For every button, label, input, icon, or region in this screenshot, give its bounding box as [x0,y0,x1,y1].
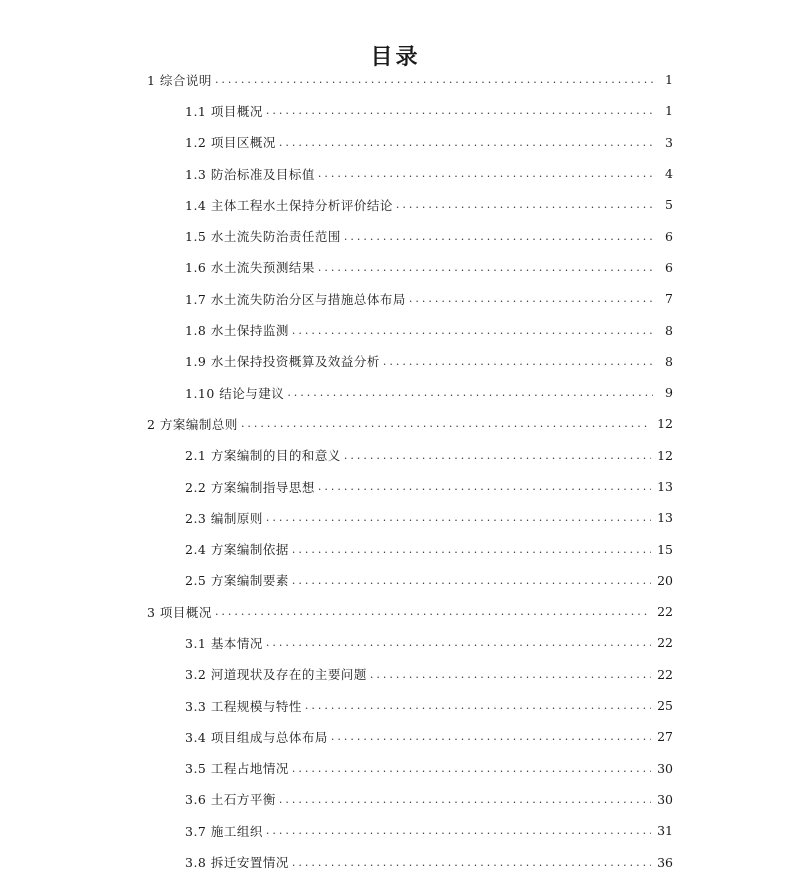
toc-section-entry[interactable] [0,189,791,220]
toc-entry-label: 2 方案编制总则 [147,416,238,432]
toc-page-number: 22 [657,604,673,620]
toc-dot-leader [344,450,651,461]
toc-dot-leader [292,544,651,555]
toc-section-entry[interactable] [0,721,791,752]
toc-section-entry[interactable] [0,346,791,377]
toc-page-number: 8 [665,353,673,369]
toc-page-number: 4 [665,166,673,182]
toc-section-entry[interactable] [0,471,791,502]
toc-section-entry[interactable] [0,440,791,471]
toc-entry-label: 1.6 水土流失预测结果 [185,260,315,276]
toc-section-entry[interactable] [0,283,791,314]
toc-dot-leader [266,637,651,648]
toc-entry-label: 3.8 拆迁安置情况 [185,855,289,871]
table-of-contents [0,64,791,878]
toc-dot-leader [344,231,653,242]
toc-page-number: 5 [665,197,673,213]
toc-entry-label: 1.3 防治标准及目标值 [185,166,315,182]
toc-dot-leader [370,669,651,680]
toc-section-entry[interactable] [0,846,791,877]
toc-page-number: 30 [657,760,673,776]
toc-section-entry[interactable] [0,95,791,126]
toc-dot-leader [383,356,653,367]
toc-page-number: 22 [657,666,673,682]
toc-dot-leader [266,825,651,836]
toc-section-entry[interactable] [0,565,791,596]
toc-entry-label: 3.7 施工组织 [185,823,263,839]
toc-section-entry[interactable] [0,784,791,815]
toc-dot-leader [331,731,651,742]
toc-page-number: 15 [657,541,673,557]
toc-section-entry[interactable] [0,252,791,283]
toc-dot-leader [292,763,651,774]
toc-page-number: 31 [657,823,673,839]
toc-entry-label: 3 项目概况 [147,604,212,620]
toc-entry-label: 3.1 基本情况 [185,635,263,651]
toc-page-number: 12 [657,416,673,432]
toc-page-number: 7 [665,291,673,307]
toc-dot-leader [241,418,651,429]
toc-section-entry[interactable] [0,690,791,721]
toc-dot-leader [292,575,651,586]
toc-dot-leader [305,700,651,711]
toc-dot-leader [409,293,653,304]
toc-page-number: 1 [665,72,673,88]
toc-dot-leader [266,512,651,523]
toc-chapter-entry[interactable] [0,408,791,439]
toc-section-entry[interactable] [0,627,791,658]
toc-dot-leader [396,199,653,210]
toc-entry-label: 2.2 方案编制指导思想 [185,479,315,495]
toc-entry-label: 2.5 方案编制要素 [185,573,289,589]
toc-entry-label: 1.1 项目概况 [185,103,263,119]
toc-dot-leader [292,325,653,336]
toc-page-number: 13 [657,510,673,526]
toc-dot-leader [215,606,651,617]
toc-section-entry[interactable] [0,659,791,690]
toc-page-number: 6 [665,259,673,275]
page-title: 目录 [370,43,421,70]
toc-page-number: 36 [657,854,673,870]
toc-chapter-entry[interactable] [0,596,791,627]
toc-page-number: 25 [657,698,673,714]
toc-entry-label: 3.2 河道现状及存在的主要问题 [185,667,367,683]
toc-entry-label: 1.10 结论与建议 [185,385,285,401]
toc-dot-leader [318,262,653,273]
toc-dot-leader [266,105,653,116]
toc-entry-label: 3.5 工程占地情况 [185,761,289,777]
toc-entry-label: 1.4 主体工程水土保持分析评价结论 [185,197,393,213]
toc-entry-label: 2.4 方案编制依据 [185,542,289,558]
toc-entry-label: 3.4 项目组成与总体布局 [185,729,328,745]
toc-dot-leader [292,857,651,868]
toc-section-entry[interactable] [0,753,791,784]
toc-page-number: 12 [657,447,673,463]
toc-page-number: 20 [657,572,673,588]
toc-dot-leader [279,137,653,148]
toc-page-number: 3 [665,134,673,150]
toc-page-number: 1 [665,103,673,119]
toc-page-number: 13 [657,479,673,494]
toc-chapter-entry[interactable] [0,64,791,95]
toc-page-number: 30 [657,791,673,807]
toc-entry-label: 2.1 方案编制的目的和意义 [185,448,341,464]
toc-dot-leader [287,387,653,398]
toc-section-entry[interactable] [0,377,791,408]
toc-page-number: 22 [657,635,673,651]
toc-page-number: 6 [665,228,673,244]
toc-dot-leader [215,74,653,85]
toc-entry-label: 1.9 水土保持投资概算及效益分析 [185,354,380,370]
toc-dot-leader [318,168,653,179]
toc-section-entry[interactable] [0,533,791,564]
toc-entry-label: 3.6 土石方平衡 [185,792,276,808]
toc-entry-label: 3.3 工程规模与特性 [185,698,302,714]
toc-entry-label: 1.2 项目区概况 [185,135,276,151]
toc-section-entry[interactable] [0,502,791,533]
toc-entry-label: 1 综合说明 [147,72,212,88]
toc-dot-leader [279,794,651,805]
toc-section-entry[interactable] [0,220,791,251]
toc-page-number: 27 [657,729,673,745]
toc-dot-leader [318,481,651,492]
toc-entry-label: 2.3 编制原则 [185,510,263,526]
toc-page-number: 8 [665,322,673,338]
toc-section-entry[interactable] [0,127,791,158]
toc-entry-label: 1.7 水土流失防治分区与措施总体布局 [185,291,406,307]
toc-entry-label: 1.8 水土保持监测 [185,323,289,339]
toc-section-entry[interactable] [0,314,791,345]
toc-entry-label: 1.5 水土流失防治责任范围 [185,229,341,245]
toc-section-entry[interactable] [0,158,791,189]
toc-section-entry[interactable] [0,815,791,846]
toc-page-number: 9 [665,385,673,401]
